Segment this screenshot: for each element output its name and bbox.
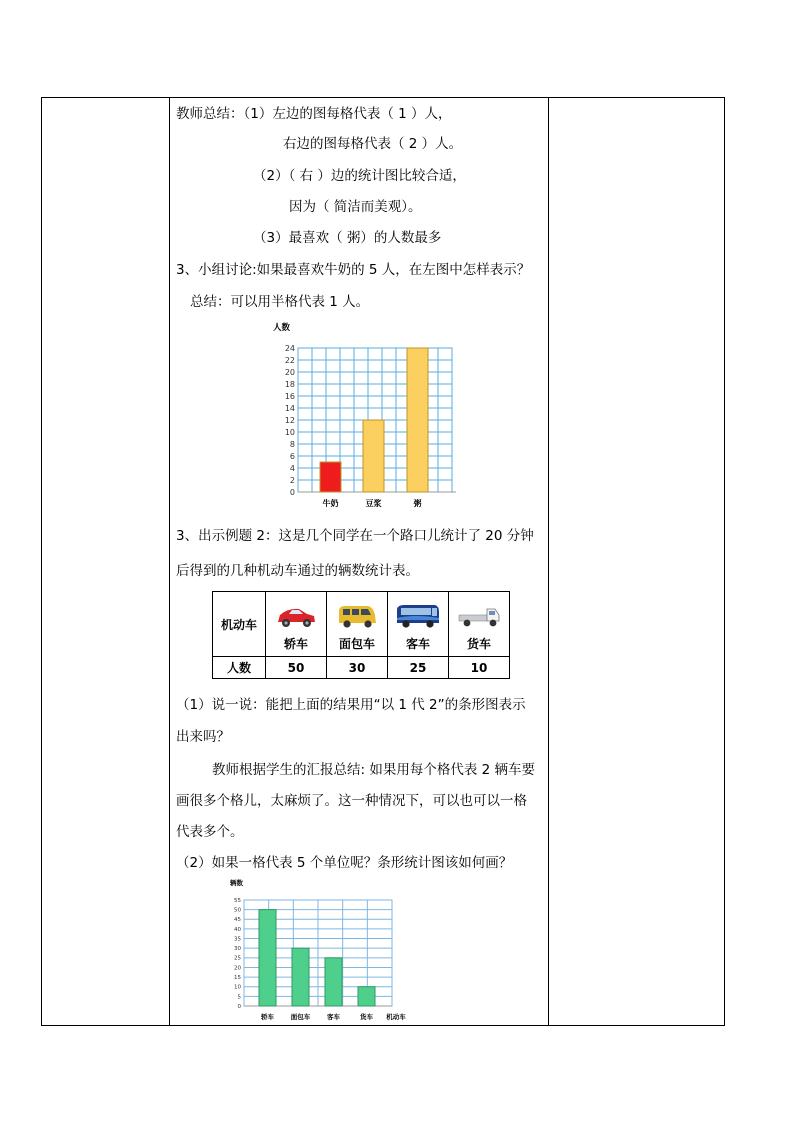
y-tick-label: 10 — [234, 984, 241, 991]
bus-icon — [395, 603, 441, 629]
vehicle-bar-chart — [226, 876, 416, 1026]
x-tick-label: 牛奶 — [322, 499, 339, 508]
question-2: （2）如果一格代表 5 个单位呢？条形统计图该如何画？ — [176, 855, 513, 871]
teacher-summary-line-2: 右边的图每格代表（ 2 ）人。 — [283, 136, 463, 152]
vehicle-count: 25 — [388, 657, 449, 679]
y-tick-label: 2 — [289, 475, 295, 485]
y-tick-label: 40 — [234, 926, 241, 933]
y-axis-label: 人数 — [273, 323, 291, 333]
x-tick-label: 轿车 — [261, 1013, 274, 1021]
y-tick-label: 8 — [289, 439, 295, 449]
y-tick-label: 20 — [284, 367, 295, 377]
x-tick-label: 货车 — [360, 1013, 373, 1021]
question-1-line-1: （1）说一说：能把上面的结果用“以 1 代 2”的条形图表示 — [176, 697, 526, 713]
y-tick-label: 22 — [284, 355, 295, 365]
y-tick-label: 50 — [234, 907, 241, 914]
vehicle-cell-bus — [388, 592, 449, 657]
y-tick-label: 24 — [284, 343, 295, 353]
vehicle-count-table — [212, 591, 510, 679]
vehicle-name: 客车 — [405, 637, 430, 651]
y-tick-label: 30 — [234, 946, 241, 953]
vehicle-count: 30 — [327, 657, 388, 679]
example-2-intro-line-2: 后得到的几种机动车通过的辆数统计表。 — [176, 563, 419, 579]
y-tick-label: 0 — [237, 1003, 241, 1010]
bar — [358, 987, 375, 1006]
y-tick-label: 4 — [289, 463, 295, 473]
van-icon — [336, 603, 378, 629]
vehicle-cell-car — [266, 592, 327, 657]
x-tick-label: 豆浆 — [365, 499, 382, 508]
vehicle-cell-van — [327, 592, 388, 657]
teacher-summary-line-4: 因为（ 简洁而美观）。 — [289, 199, 422, 215]
teacher-summary-line-5: （3）最喜欢（ 粥）的人数最多 — [253, 230, 442, 246]
y-tick-label: 55 — [234, 897, 241, 904]
x-tick-label: 客车 — [327, 1013, 340, 1021]
y-tick-label: 6 — [289, 451, 295, 461]
y-axis-label: 辆数 — [230, 879, 243, 887]
group-discussion-question: 3、小组讨论:如果最喜欢牛奶的 5 人，在左图中怎样表示？ — [176, 262, 531, 278]
car-icon — [275, 605, 317, 629]
column-divider-left — [169, 98, 170, 1025]
vehicle-name: 轿车 — [283, 637, 308, 651]
y-tick-label: 14 — [284, 403, 295, 413]
vehicle-cell-truck — [449, 592, 510, 657]
teacher-report-line-3: 代表多个。 — [176, 824, 244, 840]
y-tick-label: 5 — [237, 994, 241, 1001]
table-header-vehicle: 机动车 — [213, 592, 266, 657]
x-tick-label: 面包车 — [290, 1013, 311, 1021]
bar — [292, 948, 309, 1006]
teacher-summary-line-1: 教师总结：（1）左边的图每格代表（ 1 ）人， — [176, 106, 452, 122]
y-tick-label: 12 — [284, 415, 295, 425]
y-tick-label: 15 — [234, 975, 241, 982]
vehicle-name: 货车 — [466, 637, 491, 651]
table-row-label-count: 人数 — [213, 657, 266, 679]
teacher-report-line-2: 画很多个格儿，太麻烦了。这一种情况下，可以也可以一格 — [176, 793, 527, 809]
vehicle-name: 面包车 — [338, 637, 375, 651]
truck-icon — [457, 603, 501, 629]
bar — [407, 348, 428, 492]
y-tick-label: 20 — [234, 965, 241, 972]
breakfast-bar-chart — [270, 318, 470, 516]
discussion-summary: 总结：可以用半格代表 1 人。 — [190, 294, 370, 310]
example-2-intro-line-1: 3、出示例题 2：这是几个同学在一个路口儿统计了 20 分钟 — [176, 528, 534, 544]
question-1-line-2: 出来吗？ — [176, 729, 230, 745]
y-tick-label: 25 — [234, 955, 241, 962]
vehicle-count: 50 — [266, 657, 327, 679]
bar — [363, 420, 384, 492]
x-tick-label: 粥 — [413, 499, 422, 508]
teacher-report-line-1: 教师根据学生的汇报总结: 如果用每个格代表 2 辆车要 — [212, 762, 536, 778]
y-tick-label: 45 — [234, 917, 241, 924]
y-tick-label: 35 — [234, 936, 241, 943]
y-tick-label: 10 — [284, 427, 295, 437]
y-tick-label: 0 — [289, 487, 295, 497]
bar — [259, 910, 276, 1006]
y-tick-label: 16 — [284, 391, 295, 401]
y-tick-label: 18 — [284, 379, 295, 389]
column-divider-right — [548, 98, 549, 1025]
bar — [320, 462, 341, 492]
bar — [325, 958, 342, 1006]
teacher-summary-line-3: （2）（ 右 ）边的统计图比较合适， — [253, 168, 466, 184]
vehicle-count: 10 — [449, 657, 510, 679]
x-axis-label: 机动车 — [386, 1013, 406, 1021]
